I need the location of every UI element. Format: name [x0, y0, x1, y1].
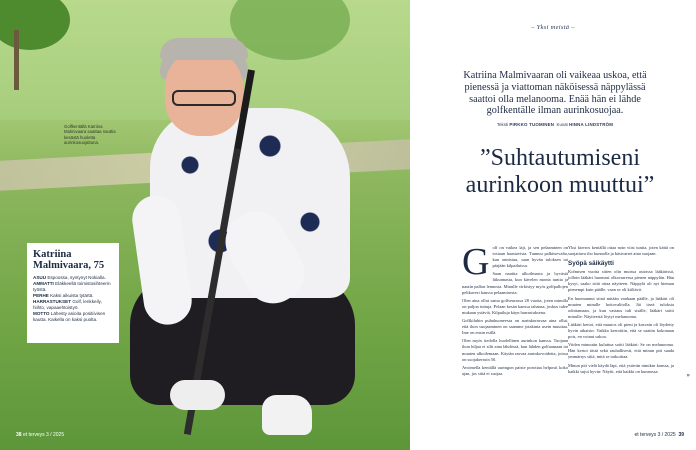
page-number: 38 — [16, 432, 22, 438]
magazine-name: et terveys — [22, 432, 45, 438]
article-column-right — [568, 245, 690, 379]
byline: Teksti PIRKKO TUOMINEN Kuvat HINNA LINDSTRÖM — [496, 122, 614, 127]
magazine-name: et terveys — [634, 432, 657, 438]
glasses — [172, 90, 236, 106]
info-line: HARRASTUKSET Golf, lenkkeily, hiihto, vapaaehtoistyö. — [33, 299, 102, 310]
paragraph: Golfkilubin puhuhuoneessa on aurinkorasvaa aina ollut, että ihon suojaaminen on saamme jotakinta usein muuttaa. Ime on ensin esillä. — [462, 318, 568, 336]
paragraph: Lääkäri kertoi, että muutos oli pieni ja kasvain oli löydetty hyvin aikaisin. Vaikka kerrottiin, että se saatiin kokonaan pois, en voinut uskoa. — [568, 321, 674, 340]
info-line: PERHE Kaksi aikuista tytärtä. — [33, 293, 94, 298]
paragraph: Avoimella kentällä auringon paiste porottaa helposti koko ajan, jos siitä ei suojaa. — [462, 364, 568, 376]
page-footer-right — [635, 432, 685, 438]
photo-caption: Golfkentällä Katriina Malmivaara saattaa nauttia kesästä huoletta aurinkosuojattuna. — [64, 124, 116, 145]
paragraph: olf on vaikea laji, ja sen pelaaminen on tosiaan haastavista. Tunnuu palkitsevalta, kun onnistuu, saan hyvän tuloksen tai pärjään kilpailuissa. — [492, 245, 568, 269]
page-footer-left — [16, 432, 64, 438]
person-name: Katriina Malmivaara, 75 — [33, 249, 105, 271]
golf-shoe — [262, 395, 312, 435]
paragraph: Viiden minuutin kuluttua soitti lääkäri: Se on melanooma. Hän kertoi tästä sekä rauhallisesti, että minun piti saada ymmärrys siitä, mitä se tarkoittaa. — [568, 342, 674, 360]
page-number: 39 — [678, 432, 684, 438]
info-line: AMMATTI Eläkkeellä toimistosihteerin työstä. — [33, 281, 111, 292]
golf-shoe — [170, 380, 225, 410]
info-box — [27, 243, 119, 343]
paragraph: Kolmisen vuotta sitten olin muissa asioissa lääkärissä, jolloin lääkäri huomasi olkavarressa pienen näppylän. Hän kysyi, saako siitä ottaa näytteen. Näppylä oli nyt hieman pienempi kuin päälle, vaan se oli kiiltävä. — [568, 269, 674, 293]
woman-hair-top — [160, 38, 248, 60]
issue-number: 3 / 2025 — [657, 432, 676, 438]
article-lede: Katriina Malmivaaran oli vaikeaa uskoa, että pienessä ja viattoman näköisessä näppylässä saattoi olla melanooma. Enää hän ei lähde golfkentälle ilman aurinkosuojaa. — [463, 70, 647, 117]
issue-number: 3 / 2025 — [46, 432, 65, 438]
paragraph: Olen aina ollut sama golfseurassa 28 vuotta, joten minulla on paljon tuttuja. Pelaan kesän kanssa tahansa, joskus tulee mukaan ystäviä. Kilpailuja käyn harrastuksena. — [462, 297, 568, 315]
info-line: MOTTO Lähesty asioita positiivisen kautta. Kaikella on kaksi puolta. — [33, 311, 106, 322]
info-line: ASUU Espoossa, syntynyt Nokialla. — [33, 275, 106, 280]
article-page — [410, 0, 696, 450]
section-label: – Yksi meistä – — [531, 24, 575, 31]
drop-cap: G — [462, 241, 490, 283]
paragraph: Minun piti vielä käydä läpi, että ystävän nimikin kanssa, ja kaikki sujui hyvin: Näytti, että kaikki on kunnossa. — [568, 362, 674, 374]
article-column-left — [462, 241, 568, 379]
paragraph: Saan nauttia ulkoilmasta ja hyvästä liikunnasta, kun kävelen monta tuntia ja nautin pallon lennosta. Minulle virkistyy myös golfpallojen pelikaveri kanssa pelaamisesta. — [462, 271, 568, 295]
pull-quote-headline: ”Suhtautumiseni aurinkoon muuttui” — [465, 145, 655, 198]
subheading: Syöpä säikäytti — [568, 260, 614, 268]
paragraph: Yksi kierros kentällä ottaa noin viisi tuntia, joten kättä on suojattava iho kunnolla ja käsivarret aina suojaan. — [568, 245, 674, 257]
paragraph: Olen myös tiedolla huolellinen aurinkon kanssa. Tuojaan ihon hiljaa ei silti aina lähdössä, kun lähden golfaamaan tai muuten ulkoilemaan. Käytän rasvaa aurinkovoidetta, joissa on suojakerroin 50. — [462, 338, 568, 362]
background-tree-trunk — [14, 30, 19, 90]
continue-arrow-icon: » — [686, 371, 690, 379]
paragraph: En huomannut siinä mitään vanhaan päälle, ja lääkäri oli muuten minulle hoitovalitolla. Jäi itseä tuloksia odottamaan, ja kun vastaus tuli sisälle, lääkäri soitti minulle: Näytteestä löytyi melanooma. — [568, 295, 674, 319]
